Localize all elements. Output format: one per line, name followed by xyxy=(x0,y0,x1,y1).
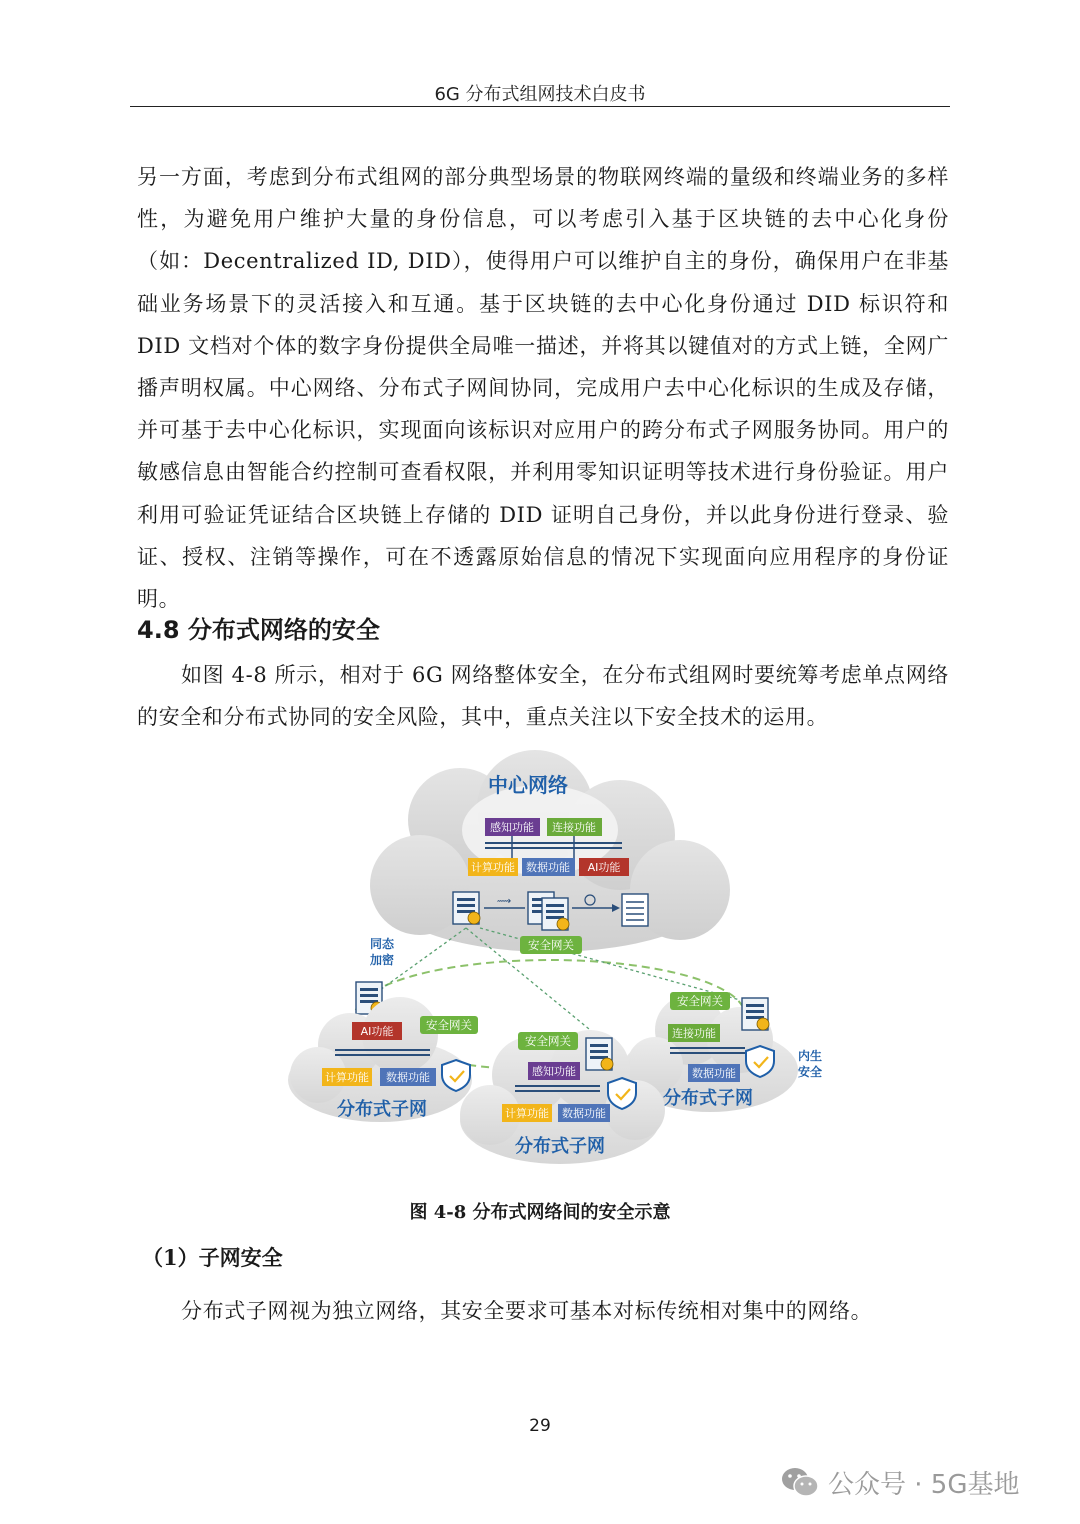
right-connect-label: 连接功能 xyxy=(672,1027,716,1040)
body-paragraph: 另一方面，考虑到分布式组网的部分典型场景的物联网终端的量级和终端业务的多样性，为避免用户维护大量的身份信息，可以考虑引入基于区块链的去中心化身份（如：Decentralized ID, DID），使得用户可以维护自主的身份，确保用户在非基础业务场景下的灵活接入和互通。基于区块链的去中心化身份通过 DID 标识符和 DID 文档对个体的数字身份提供全局唯一描述，并将其以键值对的方式上链，全网广播声明权属。中心网络、分布式子网间协同，完成用户去中心化标识的生成及存储，并可基于去中心化标识，实现面向该标识对应用户的跨分布式子网服务协同。用户的敏感信息由智能合约控制可查看权限，并利用零知识证明等技术进行身份验证。用户利用可验证凭证结合区块链上存储的 DID 证明自己身份，并以此身份进行登录、验证、授权、注销等操作，可在不透露原始信息的情况下实现面向应用程序的身份证明。 xyxy=(137,165,949,612)
left-compute-label: 计算功能 xyxy=(325,1071,369,1084)
endogenous-label-1: 内生 xyxy=(797,1049,823,1063)
middle-data-label: 数据功能 xyxy=(562,1107,606,1120)
header-rule xyxy=(130,106,950,107)
left-shield-icon xyxy=(442,1060,470,1091)
middle-gateway-label: 安全网关 xyxy=(525,1034,571,1048)
middle-shield-icon xyxy=(608,1078,636,1109)
page-number: 29 xyxy=(529,1416,551,1436)
left-gateway-label: 安全网关 xyxy=(426,1018,472,1032)
subsection-heading: （1）子网安全 xyxy=(142,1245,283,1270)
right-server-icon xyxy=(742,998,769,1030)
middle-compute-label: 计算功能 xyxy=(505,1107,549,1120)
watermark-text: 公众号 · 5G基地 xyxy=(828,1469,1020,1500)
right-shield-icon xyxy=(746,1046,774,1077)
center-secure-server-icon-2 xyxy=(542,898,569,930)
center-data-label: 数据功能 xyxy=(526,861,570,874)
middle-sensing-label: 感知功能 xyxy=(532,1065,576,1078)
left-subnet-title: 分布式子网 xyxy=(337,1099,427,1120)
document-icon xyxy=(622,894,648,926)
right-subnet-title: 分布式子网 xyxy=(663,1088,753,1109)
center-server-icon xyxy=(453,892,480,924)
figure-caption: 图 4-8 分布式网络间的安全示意 xyxy=(409,1202,671,1223)
section-heading: 4.8 分布式网络的安全 xyxy=(137,616,380,644)
middle-server-icon xyxy=(586,1038,613,1070)
subsection-text: 分布式子网视为独立网络，其安全要求可基本对标传统相对集中的网络。 xyxy=(181,1299,873,1323)
center-ai-label: AI功能 xyxy=(587,861,621,874)
wechat-icon xyxy=(780,1465,820,1499)
right-data-label: 数据功能 xyxy=(692,1067,736,1080)
homomorphic-label-1: 同态 xyxy=(369,937,395,951)
middle-subnet-title: 分布式子网 xyxy=(515,1136,605,1157)
center-connect-label: 连接功能 xyxy=(552,821,596,834)
endogenous-label-2: 安全 xyxy=(797,1065,823,1079)
header-title: 6G 分布式组网技术白皮书 xyxy=(434,84,646,105)
section-intro: 如图 4-8 所示，相对于 6G 网络整体安全，在分布式组网时要统筹考虑单点网络的安全和分布式协同的安全风险，其中，重点关注以下安全技术的运用。 xyxy=(137,663,949,729)
center-sensing-label: 感知功能 xyxy=(490,821,534,834)
center-compute-label: 计算功能 xyxy=(471,861,515,874)
homomorphic-label-2: 加密 xyxy=(369,953,395,967)
center-network-title: 中心网络 xyxy=(488,773,568,797)
watermark xyxy=(780,1462,1019,1502)
right-gateway-label: 安全网关 xyxy=(677,994,723,1008)
figure-distributed-security xyxy=(270,750,830,1170)
left-ai-label: AI功能 xyxy=(360,1025,394,1038)
svg-text:⟿: ⟿ xyxy=(496,896,512,907)
center-gateway-label: 安全网关 xyxy=(528,938,574,952)
left-data-label: 数据功能 xyxy=(386,1071,430,1084)
